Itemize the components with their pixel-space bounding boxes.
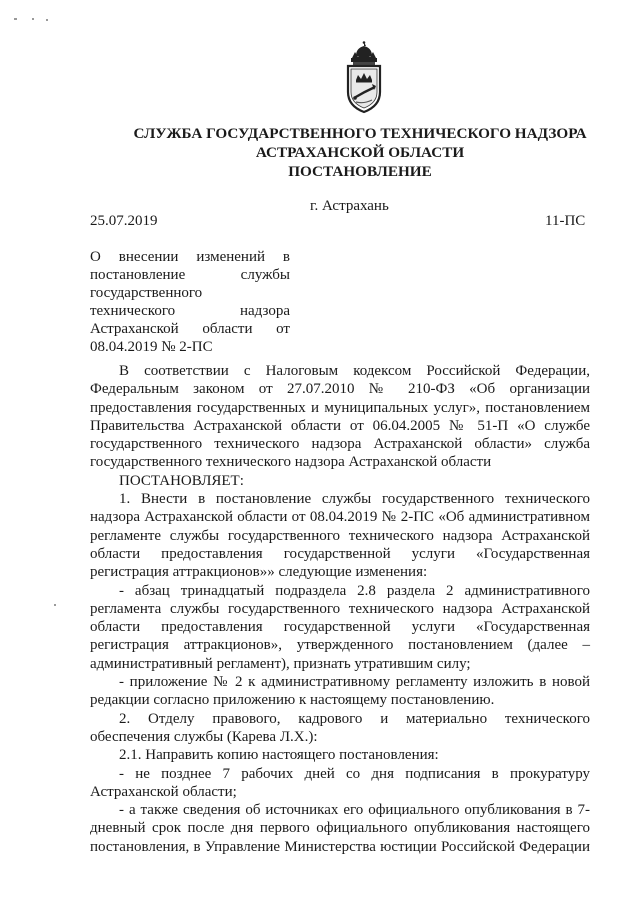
document-header (80, 124, 639, 181)
body-line: регламенте службы государственного технического надзора Астраханской (90, 527, 590, 544)
body-line: 2. Отделу правового, кадрового и материально технического (119, 710, 590, 727)
body-line: В соответствии с Налоговым кодексом Российской Федерации, (119, 363, 590, 379)
scan-speck (46, 19, 48, 21)
body-line: предоставления государственных и муниципальных услуг», постановлением (90, 399, 590, 416)
document-body (90, 362, 590, 856)
agency-name-line2: АСТРАХАНСКОЙ ОБЛАСТИ (255, 144, 465, 161)
body-line: надзора Астраханской области от 08.04.2019 № 2-ПС «Об административном (90, 509, 590, 526)
scan-speck (54, 604, 56, 606)
subject-line: О внесении изменений в (90, 249, 290, 265)
subject-line: государственного (90, 285, 203, 301)
document-number: 11-ПС (545, 213, 586, 229)
body-line: административный регламент), признать утратившим силу; (90, 655, 471, 672)
body-line: Федеральным законом от 27.07.2010 № 210-ФЗ «Об организации (90, 381, 590, 398)
scan-speck (14, 18, 17, 20)
body-line: редакции согласно приложению к настоящему постановлению. (90, 692, 495, 709)
body-line: 1. Внести в постановление службы государственного технического (119, 491, 590, 508)
body-line: Правительства Астраханской области от 06.04.2005 № 51-П «О службе (90, 417, 590, 434)
body-line: области предоставления государственной услуги «Государственная (90, 545, 590, 562)
document-type: ПОСТАНОВЛЕНИЕ (288, 163, 432, 180)
body-line: Астраханской области; (90, 783, 237, 800)
coat-of-arms-icon (342, 40, 386, 114)
agency-name-line1: СЛУЖБА ГОСУДАРСТВЕННОГО ТЕХНИЧЕСКОГО НАДЗОРА (133, 125, 587, 142)
body-line: обеспечения службы (Карева Л.Х.): (90, 728, 318, 745)
body-line: 2.1. Направить копию настоящего постановления: (119, 747, 439, 764)
body-line: - а также сведения об источниках его официального опубликования в 7- (119, 802, 590, 819)
body-line: регистрация аттракционов», утвержденного постановлением (далее – (90, 637, 590, 654)
body-line: области предоставления государственной услуги «Государственная (90, 619, 590, 636)
body-line: - абзац тринадцатый подраздела 2.8 раздела 2 административного (119, 582, 590, 599)
body-line: - приложение № 2 к административному регламенту изложить в новой (119, 674, 590, 691)
body-line: государственного технического надзора Астраханской области» служба (90, 436, 590, 453)
body-line: государственного технического надзора Астраханской области (90, 454, 492, 471)
subject-line: 08.04.2019 № 2-ПС (90, 339, 213, 355)
body-line: дневный срок после дня первого официального опубликования настоящего (90, 820, 590, 837)
scan-speck (32, 18, 34, 20)
body-line: регламента службы государственного технического надзора Астраханской (90, 600, 590, 617)
body-line: - не позднее 7 рабочих дней со дня подписания в прокуратуру (119, 765, 590, 782)
subject-line: постановление службы (90, 267, 290, 283)
body-line: регистрация аттракционов»» следующие изменения: (90, 564, 428, 581)
subject-line: Астраханской области от (90, 321, 290, 337)
subject-line: технического надзора (90, 303, 290, 319)
document-city: г. Астрахань (310, 198, 389, 214)
resolves-heading: ПОСТАНОВЛЯЕТ: (119, 472, 244, 489)
body-line: постановления, в Управление Министерства юстиции Российской Федерации (90, 838, 590, 855)
document-date: 25.07.2019 (90, 213, 158, 229)
document-subject (90, 248, 290, 356)
